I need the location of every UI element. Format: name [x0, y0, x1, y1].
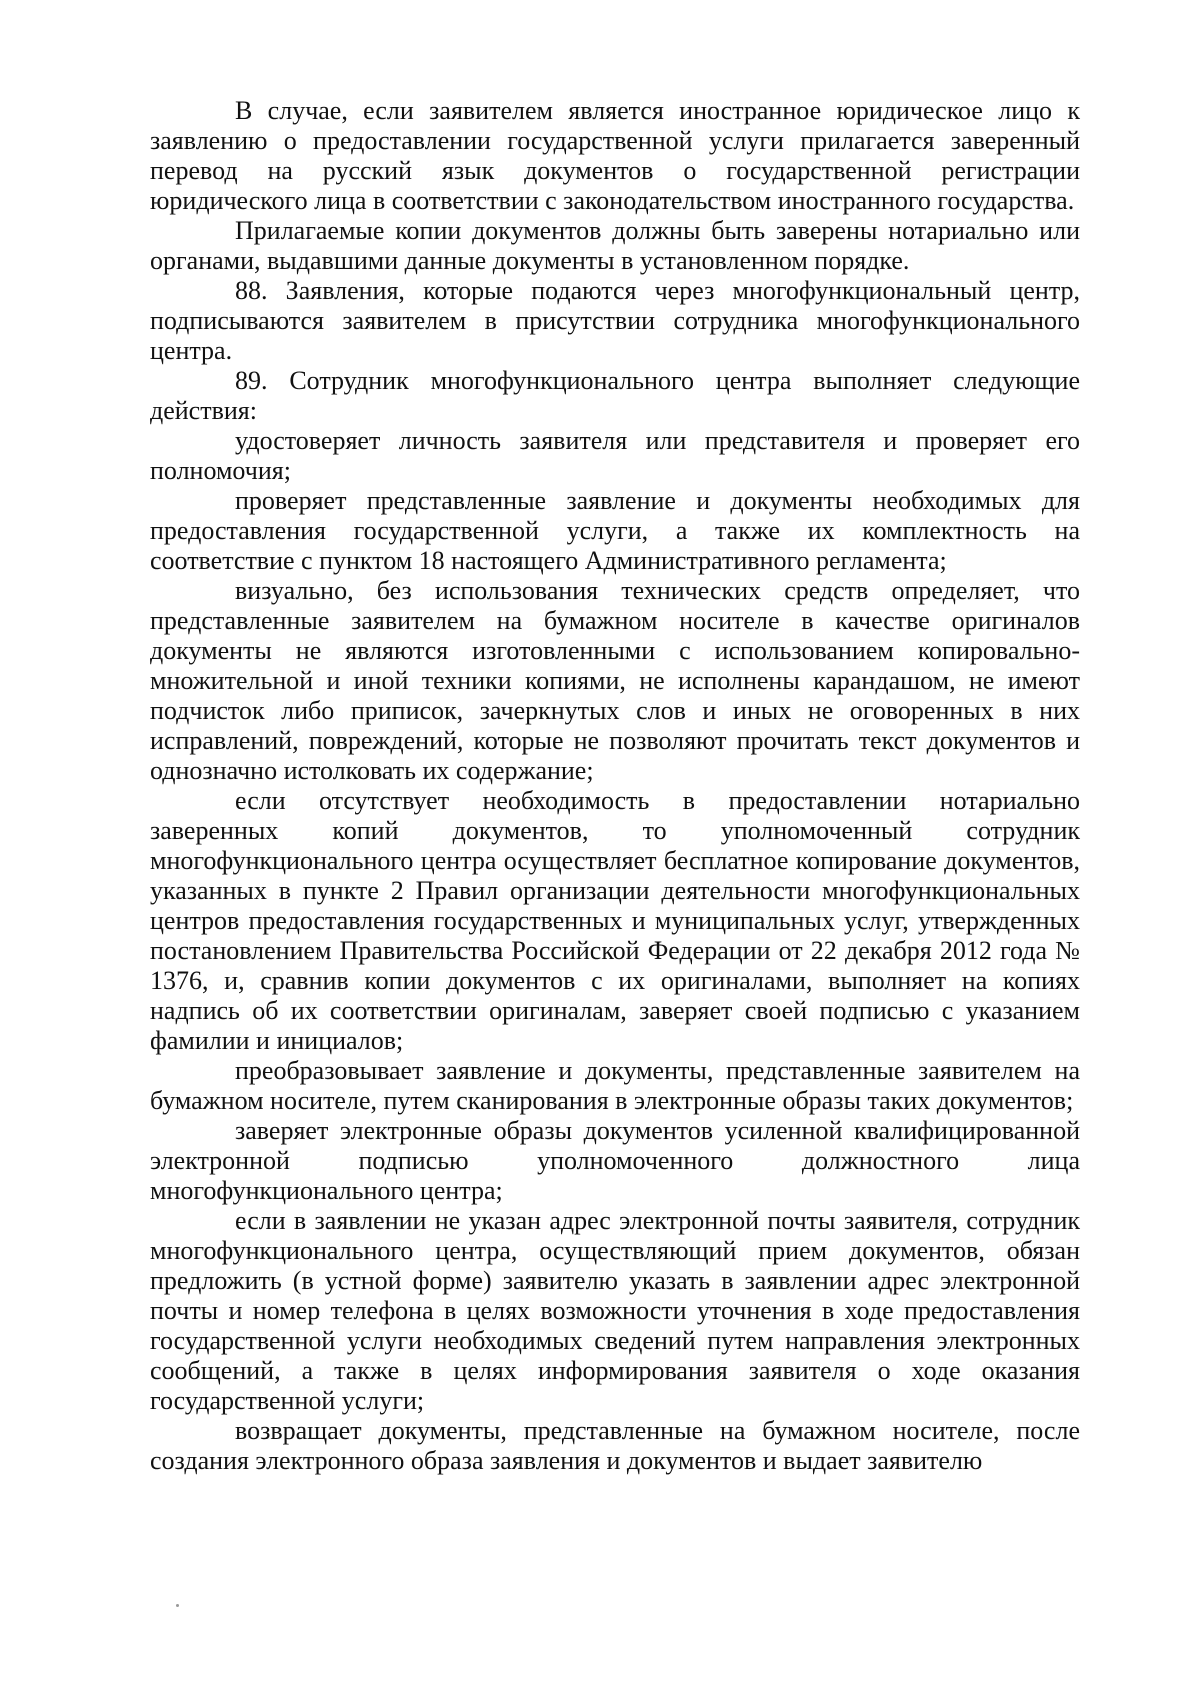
- paragraph-copies-certified: Прилагаемые копии документов должны быть заверены нотариально или органами, выдавшими данные документы в установленном порядке.: [150, 216, 1080, 275]
- paragraph-scanning: преобразовывает заявление и документы, представленные заявителем на бумажном носителе, путем сканирования в электронные образы таких документов;: [150, 1056, 1080, 1115]
- paragraph-free-copying: если отсутствует необходимость в предоставлении нотариально заверенных копий документов, то уполномоченный сотрудник многофункционального центра осуществляет бесплатное копирование документов, указанных в пункте 2 Правил организации деятельности многофункциональных центров предоставления государственных и муниципальных услуг, утвержденных постановлением Правительства Российской Федерации от 22 декабря 2012 года № 1376, и, сравнив копии документов с их оригиналами, выполняет на копиях надпись об их соответствии оригиналам, заверяет своей подписью с указанием фамилии и инициалов;: [150, 786, 1080, 1055]
- paragraph-return-documents: возвращает документы, представленные на бумажном носителе, после создания электронного образа заявления и документов и выдает заявителю: [150, 1416, 1080, 1475]
- paragraph-check-documents: проверяет представленные заявление и документы необходимых для предоставления государственной услуги, а также их комплектность на соответствие с пунктом 18 настоящего Административного регламента;: [150, 486, 1080, 575]
- scan-speck: [176, 1604, 179, 1607]
- paragraph-email-request: если в заявлении не указан адрес электронной почты заявителя, сотрудник многофункционального центра, осуществляющий прием документов, обязан предложить (в устной форме) заявителю указать в заявлении адрес электронной почты и номер телефона в целях возможности уточнения в ходе предоставления государственной услуги необходимых сведений путем направления электронных сообщений, а также в целях информирования заявителя о ходе оказания государственной услуги;: [150, 1206, 1080, 1415]
- paragraph-verify-identity: удостоверяет личность заявителя или представителя и проверяет его полномочия;: [150, 426, 1080, 485]
- document-page: [150, 96, 1080, 1476]
- paragraph-signature: заверяет электронные образы документов усиленной квалифицированной электронной подписью уполномоченного должностного лица многофункционального центра;: [150, 1116, 1080, 1205]
- paragraph-88: 88. Заявления, которые подаются через многофункциональный центр, подписываются заявителем в присутствии сотрудника многофункционального центра.: [150, 276, 1080, 365]
- paragraph-foreign-entity: В случае, если заявителем является иностранное юридическое лицо к заявлению о предоставлении государственной услуги прилагается заверенный перевод на русский язык документов о государственной регистрации юридического лица в соответствии с законодательством иностранного государства.: [150, 96, 1080, 215]
- paragraph-visual-check: визуально, без использования технических средств определяет, что представленные заявителем на бумажном носителе в качестве оригиналов документы не являются изготовленными с использованием копировально-множительной и иной техники копиями, не исполнены карандашом, не имеют подчисток либо приписок, зачеркнутых слов и иных не оговоренных в них исправлений, повреждений, которые не позволяют прочитать текст документов и однозначно истолковать их содержание;: [150, 576, 1080, 785]
- paragraph-89: 89. Сотрудник многофункционального центра выполняет следующие действия:: [150, 366, 1080, 425]
